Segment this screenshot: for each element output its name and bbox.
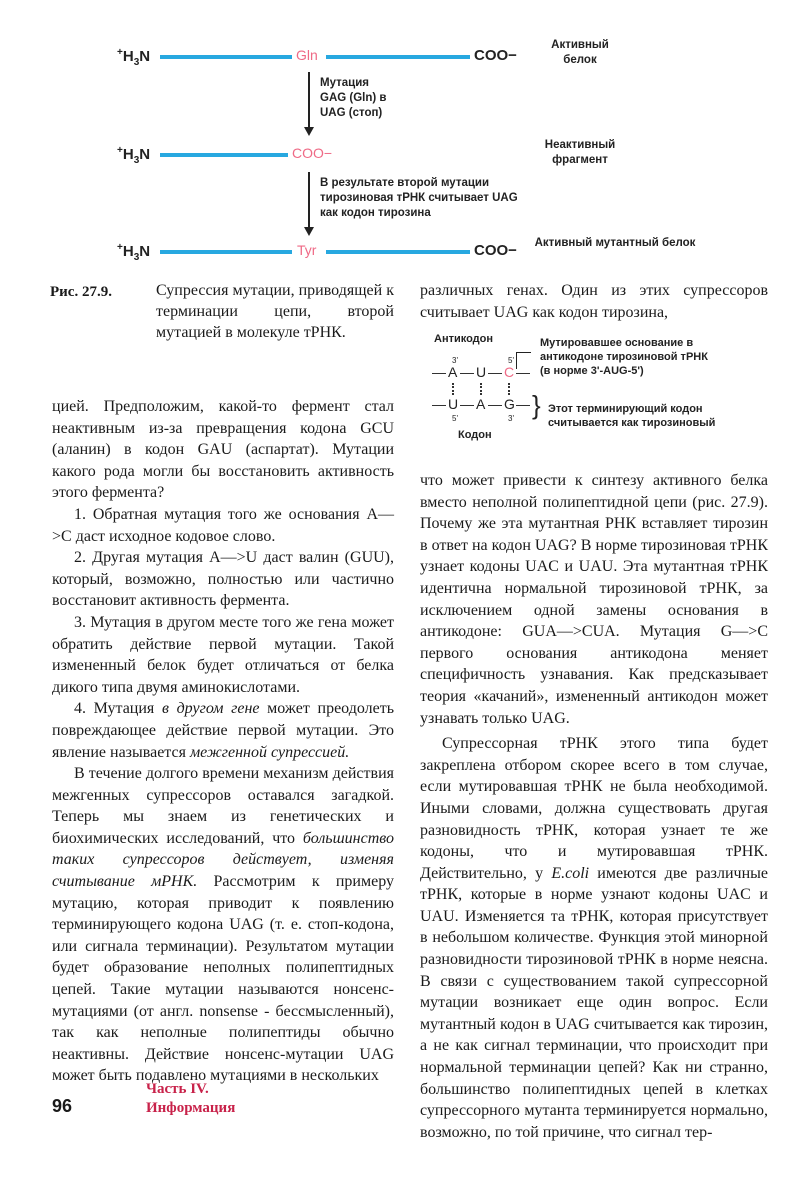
end-label: 3' bbox=[452, 356, 458, 365]
right-column-top bbox=[420, 280, 768, 323]
brace-icon: } bbox=[532, 390, 541, 420]
polypeptide-chain bbox=[160, 153, 288, 157]
base-a: A bbox=[448, 364, 458, 380]
base-pair-dots bbox=[480, 383, 482, 395]
right-column bbox=[420, 470, 768, 1143]
footer-section: Информация bbox=[146, 1100, 236, 1116]
running-footer bbox=[146, 1080, 235, 1118]
paragraph: 2. Другая мутация A—>U даст валин (GUU), который, возможно, полностью или частично восстановит активность фермента. bbox=[52, 549, 394, 610]
base-g: G bbox=[504, 396, 515, 412]
n-terminus-label: $^+H_3N$ bbox=[117, 47, 151, 68]
paragraph: Супрессорная тРНК этого типа будет закреплена отбором скорее всего в том случае, если мутировавшая тРНК не была необходимой. Иными словами, должна существовать другая разновидность тРНК, которая узнает те же кодоны, что и мутировавшая тРНК. Действительно, у E.coli имеются две различные тРНК, которые в норме узнают кодоны UAC и UAU. Изменяется та тРНК, которая присутствует в небольшом количестве. Функция этой минорной разновидности тирозиновой тРНК в норме неясна. В связи с существованием такой супрессорной мутации возникает еще один вопрос. Если мутантный кодон в UAG считывается как тирозин, а не как сигнал терминации, что происходит при нормальной терминации цепей? Как ни странно, большинство полипептидных цепей в клетках супрессорного мутанта терминируется нормально, возможно, по той причине, что сигнал тер- bbox=[420, 735, 769, 1141]
residue-stop-coo: COO− bbox=[292, 145, 333, 161]
c-terminus-label: COO− bbox=[474, 242, 517, 259]
bond-line: — bbox=[516, 364, 530, 380]
polypeptide-chain bbox=[326, 250, 470, 254]
base-a: A bbox=[476, 396, 486, 412]
label-active-protein: Активный белок bbox=[551, 39, 609, 66]
polypeptide-chain bbox=[326, 55, 470, 59]
residue-gln: Gln bbox=[296, 47, 318, 63]
footer-part: Часть IV. bbox=[146, 1081, 209, 1097]
bond-line: — bbox=[432, 396, 446, 412]
end-label: 5' bbox=[452, 414, 458, 423]
bond-line: — bbox=[516, 396, 530, 412]
paragraph: 3. Мутация в другом месте того же гена может обратить действие первой мутации. Такой измененный белок будет отличаться от белка дикого типа двумя аминокислотами. bbox=[52, 613, 394, 696]
base-c-mutated: C bbox=[504, 364, 515, 380]
n-terminus-label: $^+H_3N$ bbox=[117, 145, 151, 166]
base-pair-dots bbox=[452, 383, 454, 395]
figure-caption-text: Супрессия мутации, приводящей к терминации цепи, второй мутацией в молекуле тРНК. bbox=[156, 282, 394, 341]
note-mutated-base: Мутировавшее основание в антикодоне тирозиновой тРНК (в норме 3'-AUG-5') bbox=[540, 337, 708, 377]
bond-line: — bbox=[460, 364, 474, 380]
c-terminus-label: COO− bbox=[474, 47, 517, 64]
paragraph: В течение долгого времени механизм действия межгенных супрессоров оставался загадкой. Теперь мы знаем из генетических и биохимических исследований, что большинство таких супрессоров действует, изменяя считывание мРНК. Рассмотрим к примеру мутацию, которая приводит к появлению терминирующего кодона UAG (т. е. стоп-кодона, или сигнала терминации). Результатом мутации будет образование неполных полипептидных цепей. Такие мутации называются нонсенс-мутациями (от англ. nonsense - бессмысленный), так как неполные полипептиды обычно неактивны. Действие нонсенс-мутации UAG может быть подавлено мутациями в нескольких bbox=[52, 765, 395, 1085]
paragraph: цией. Предположим, какой-то фермент стал неактивным из-за превращения кодона GCU (аланин) в кодон GAU (аспартат). Мутации какого рода могли бы восстановить активность этого фермента? bbox=[52, 398, 394, 502]
polypeptide-chain bbox=[160, 55, 292, 59]
pointer-line bbox=[516, 352, 531, 369]
paragraph: 4. Мутация в другом гене может преодолеть повреждающее действие первой мутации. Это явление называется межгенной супрессией. bbox=[52, 700, 395, 761]
anticodon-title: Антикодон bbox=[434, 333, 494, 345]
residue-tyr: Tyr bbox=[297, 242, 317, 258]
bond-line: — bbox=[488, 396, 502, 412]
bond-line: — bbox=[432, 364, 446, 380]
polypeptide-chain bbox=[160, 250, 292, 254]
base-u: U bbox=[448, 396, 459, 412]
codon-title: Кодон bbox=[458, 429, 492, 441]
page-number: 96 bbox=[52, 1096, 73, 1116]
paragraph: различных генах. Один из этих супрессоров считывает UAG как кодон тирозина, bbox=[420, 282, 768, 321]
down-arrow bbox=[308, 172, 310, 228]
anticodon-codon-diagram bbox=[428, 332, 768, 452]
n-terminus-label: $^+H_3N$ bbox=[117, 242, 151, 263]
figure-caption-number: Рис. 27.9. bbox=[50, 284, 112, 300]
end-label: 5' bbox=[508, 356, 514, 365]
note-terminating-codon: Этот терминирующий кодон считывается как тирозиновый bbox=[548, 403, 716, 429]
end-label: 3' bbox=[508, 414, 514, 423]
label-inactive-fragment: Неактивный фрагмент bbox=[544, 139, 616, 166]
figure-27-9 bbox=[0, 0, 800, 275]
mutation-1-text: Мутация GAG (Gln) в UAG (стоп) bbox=[320, 77, 387, 119]
base-u: U bbox=[476, 364, 487, 380]
bond-line: — bbox=[488, 364, 502, 380]
base-pair-dots bbox=[508, 383, 510, 395]
down-arrow bbox=[308, 72, 310, 128]
mutation-2-text: В результате второй мутации тирозиновая тРНК считывает UAG как кодон тирозина bbox=[320, 177, 518, 219]
bond-line: — bbox=[460, 396, 474, 412]
paragraph: что может привести к синтезу активного белка вместо неполной полипептидной цепи (рис. 27.9). Почему же эта мутантная РНК вставляет тирозин в ответ на кодон UAG? В норме тирозиновая тРНК узнает кодоны UAC и UAU. Эта мутантная тРНК идентична нормальной тирозиновой тРНК, за исключением одной замены основания в антикодоне: GUA—>CUA. Мутация G—>C первого основания антикодона меняет специфичность узнавания. Как предсказывает теория «качаний», измененный антикодон может узнавать только UAG. bbox=[420, 472, 768, 727]
left-column bbox=[52, 396, 394, 1087]
label-active-mutant-protein: Активный мутантный белок bbox=[534, 237, 696, 249]
paragraph: 1. Обратная мутация того же основания A—>C даст исходное кодовое слово. bbox=[52, 505, 394, 545]
